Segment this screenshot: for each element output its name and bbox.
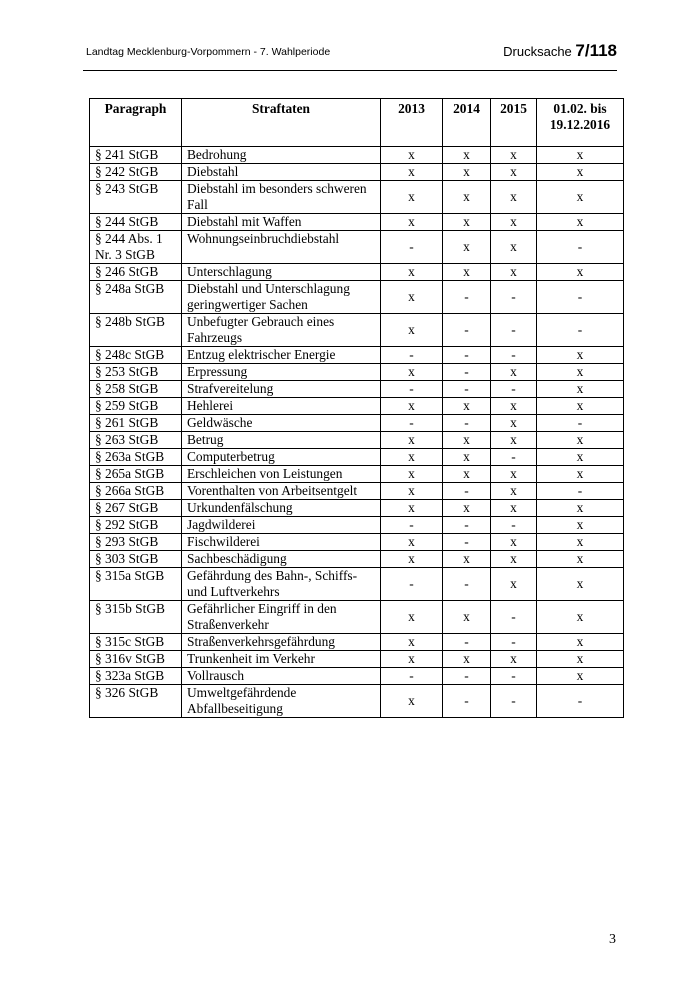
offense-cell: Entzug elektrischer Energie [182, 347, 381, 364]
mark-2014-cell: x [443, 601, 491, 634]
column-header-2016-period: 01.02. bis 19.12.2016 [537, 99, 624, 147]
paragraph-cell: § 323a StGB [90, 668, 182, 685]
mark-2013-cell: x [381, 601, 443, 634]
mark-2014-cell: x [443, 264, 491, 281]
mark-2016-cell: x [537, 466, 624, 483]
paragraph-cell: § 248a StGB [90, 281, 182, 314]
paragraph-cell: § 263a StGB [90, 449, 182, 466]
mark-2013-cell: x [381, 398, 443, 415]
table-row [90, 364, 624, 381]
mark-2016-cell: x [537, 534, 624, 551]
mark-2015-cell: x [491, 364, 537, 381]
offense-cell: Strafvereitelung [182, 381, 381, 398]
mark-2013-cell: - [381, 347, 443, 364]
mark-2016-cell: - [537, 483, 624, 500]
mark-2015-cell: - [491, 601, 537, 634]
table-body [90, 147, 624, 718]
mark-2013-cell: x [381, 364, 443, 381]
paragraph-cell: § 315a StGB [90, 568, 182, 601]
offense-cell: Diebstahl [182, 164, 381, 181]
paragraph-cell: § 259 StGB [90, 398, 182, 415]
mark-2015-cell: - [491, 381, 537, 398]
paragraph-cell: § 242 StGB [90, 164, 182, 181]
offense-cell: Gefährlicher Eingriff in den Straßenverkehr [182, 601, 381, 634]
mark-2015-cell: - [491, 281, 537, 314]
mark-2016-cell: x [537, 214, 624, 231]
mark-2014-cell: x [443, 164, 491, 181]
offense-cell: Erschleichen von Leistungen [182, 466, 381, 483]
mark-2013-cell: x [381, 466, 443, 483]
table-row [90, 551, 624, 568]
table-row [90, 534, 624, 551]
printed-matter-label: Drucksache [503, 44, 576, 59]
mark-2015-cell: x [491, 398, 537, 415]
mark-2013-cell: x [381, 634, 443, 651]
paragraph-cell: § 263 StGB [90, 432, 182, 449]
paragraph-cell: § 292 StGB [90, 517, 182, 534]
table-row [90, 314, 624, 347]
mark-2013-cell: - [381, 381, 443, 398]
table-row [90, 449, 624, 466]
mark-2013-cell: - [381, 415, 443, 432]
mark-2016-cell: x [537, 551, 624, 568]
table-row [90, 601, 624, 634]
offense-cell: Computerbetrug [182, 449, 381, 466]
mark-2015-cell: x [491, 500, 537, 517]
offense-cell: Trunkenheit im Verkehr [182, 651, 381, 668]
paragraph-cell: § 258 StGB [90, 381, 182, 398]
mark-2013-cell: x [381, 264, 443, 281]
mark-2014-cell: - [443, 568, 491, 601]
mark-2015-cell: x [491, 551, 537, 568]
mark-2014-cell: - [443, 347, 491, 364]
table-row [90, 685, 624, 718]
column-header-paragraph: Paragraph [90, 99, 182, 147]
offense-cell: Vorenthalten von Arbeitsentgelt [182, 483, 381, 500]
mark-2014-cell: x [443, 181, 491, 214]
table-row [90, 147, 624, 164]
paragraph-cell: § 267 StGB [90, 500, 182, 517]
mark-2016-cell: x [537, 181, 624, 214]
mark-2013-cell: x [381, 500, 443, 517]
offense-cell: Wohnungseinbruchdiebstahl [182, 231, 381, 264]
mark-2014-cell: x [443, 147, 491, 164]
table-row [90, 634, 624, 651]
page-number: 3 [609, 932, 616, 947]
paragraph-cell: § 248b StGB [90, 314, 182, 347]
mark-2013-cell: x [381, 449, 443, 466]
mark-2015-cell: - [491, 314, 537, 347]
table-row [90, 264, 624, 281]
mark-2015-cell: x [491, 415, 537, 432]
mark-2013-cell: x [381, 314, 443, 347]
table-row [90, 668, 624, 685]
mark-2013-cell: x [381, 281, 443, 314]
offense-cell: Diebstahl und Unterschlagung geringwertiger Sachen [182, 281, 381, 314]
mark-2015-cell: x [491, 651, 537, 668]
offense-cell: Diebstahl mit Waffen [182, 214, 381, 231]
table-row [90, 432, 624, 449]
paragraph-cell: § 293 StGB [90, 534, 182, 551]
mark-2015-cell: x [491, 147, 537, 164]
mark-2014-cell: x [443, 651, 491, 668]
mark-2015-cell: x [491, 568, 537, 601]
mark-2014-cell: x [443, 214, 491, 231]
mark-2013-cell: - [381, 668, 443, 685]
printed-matter-number: 7/118 [575, 41, 617, 60]
column-header-2015: 2015 [491, 99, 537, 147]
paragraph-cell: § 253 StGB [90, 364, 182, 381]
offense-cell: Fischwilderei [182, 534, 381, 551]
mark-2014-cell: - [443, 364, 491, 381]
mark-2014-cell: - [443, 534, 491, 551]
mark-2013-cell: x [381, 551, 443, 568]
table-row [90, 381, 624, 398]
mark-2015-cell: x [491, 432, 537, 449]
paragraph-cell: § 315c StGB [90, 634, 182, 651]
table-row [90, 214, 624, 231]
table-row [90, 415, 624, 432]
mark-2016-cell: x [537, 634, 624, 651]
mark-2016-cell: x [537, 147, 624, 164]
table-row [90, 500, 624, 517]
mark-2015-cell: - [491, 449, 537, 466]
mark-2016-cell: x [537, 164, 624, 181]
table-row [90, 568, 624, 601]
offense-cell: Unterschlagung [182, 264, 381, 281]
mark-2013-cell: x [381, 534, 443, 551]
mark-2013-cell: x [381, 685, 443, 718]
mark-2013-cell: - [381, 517, 443, 534]
mark-2014-cell: x [443, 449, 491, 466]
mark-2014-cell: - [443, 685, 491, 718]
offense-cell: Sachbeschädigung [182, 551, 381, 568]
paragraph-cell: § 248c StGB [90, 347, 182, 364]
mark-2014-cell: x [443, 466, 491, 483]
mark-2013-cell: x [381, 483, 443, 500]
mark-2015-cell: - [491, 634, 537, 651]
mark-2014-cell: x [443, 551, 491, 568]
mark-2014-cell: x [443, 500, 491, 517]
offense-cell: Erpressung [182, 364, 381, 381]
mark-2015-cell: - [491, 685, 537, 718]
column-header-2013: 2013 [381, 99, 443, 147]
mark-2016-cell: x [537, 364, 624, 381]
mark-2016-cell: x [537, 347, 624, 364]
mark-2013-cell: x [381, 432, 443, 449]
mark-2016-cell: x [537, 381, 624, 398]
table-row [90, 281, 624, 314]
table-row [90, 483, 624, 500]
paragraph-cell: § 315b StGB [90, 601, 182, 634]
mark-2015-cell: - [491, 517, 537, 534]
offense-cell: Betrug [182, 432, 381, 449]
mark-2016-cell: x [537, 668, 624, 685]
paragraph-cell: § 243 StGB [90, 181, 182, 214]
paragraph-cell: § 244 StGB [90, 214, 182, 231]
mark-2016-cell: - [537, 314, 624, 347]
paragraph-cell: § 303 StGB [90, 551, 182, 568]
printed-matter-reference [503, 41, 617, 61]
mark-2013-cell: x [381, 214, 443, 231]
offense-cell: Unbefugter Gebrauch eines Fahrzeugs [182, 314, 381, 347]
mark-2016-cell: x [537, 449, 624, 466]
mark-2016-cell: x [537, 432, 624, 449]
mark-2013-cell: - [381, 231, 443, 264]
mark-2016-cell: x [537, 568, 624, 601]
table-row [90, 466, 624, 483]
offense-cell: Gefährdung des Bahn-, Schiffs- und Luftverkehrs [182, 568, 381, 601]
mark-2016-cell: - [537, 685, 624, 718]
mark-2016-cell: x [537, 601, 624, 634]
mark-2015-cell: - [491, 347, 537, 364]
mark-2013-cell: - [381, 568, 443, 601]
paragraph-cell: § 261 StGB [90, 415, 182, 432]
mark-2016-cell: - [537, 231, 624, 264]
mark-2013-cell: x [381, 164, 443, 181]
mark-2014-cell: - [443, 668, 491, 685]
table-row [90, 181, 624, 214]
paragraph-cell: § 326 StGB [90, 685, 182, 718]
mark-2014-cell: - [443, 517, 491, 534]
mark-2014-cell: - [443, 483, 491, 500]
table-row [90, 164, 624, 181]
mark-2015-cell: x [491, 181, 537, 214]
page-header [83, 34, 617, 71]
mark-2013-cell: x [381, 651, 443, 668]
offenses-table [89, 98, 624, 718]
mark-2015-cell: x [491, 164, 537, 181]
table-row [90, 651, 624, 668]
mark-2014-cell: x [443, 231, 491, 264]
mark-2015-cell: x [491, 214, 537, 231]
offense-cell: Diebstahl im besonders schweren Fall [182, 181, 381, 214]
mark-2014-cell: - [443, 415, 491, 432]
mark-2016-cell: x [537, 651, 624, 668]
table-row [90, 347, 624, 364]
mark-2016-cell: x [537, 264, 624, 281]
offense-cell: Vollrausch [182, 668, 381, 685]
mark-2016-cell: - [537, 415, 624, 432]
paragraph-cell: § 266a StGB [90, 483, 182, 500]
table-row [90, 231, 624, 264]
mark-2014-cell: - [443, 381, 491, 398]
column-header-2014: 2014 [443, 99, 491, 147]
table-row [90, 517, 624, 534]
paragraph-cell: § 241 StGB [90, 147, 182, 164]
parliament-period-label: Landtag Mecklenburg-Vorpommern - 7. Wahlperiode [86, 46, 331, 58]
mark-2015-cell: x [491, 466, 537, 483]
paragraph-cell: § 265a StGB [90, 466, 182, 483]
mark-2013-cell: x [381, 181, 443, 214]
offense-cell: Straßenverkehrsgefährdung [182, 634, 381, 651]
mark-2015-cell: x [491, 264, 537, 281]
mark-2015-cell: x [491, 534, 537, 551]
offense-cell: Geldwäsche [182, 415, 381, 432]
mark-2016-cell: x [537, 500, 624, 517]
mark-2014-cell: - [443, 314, 491, 347]
offense-cell: Hehlerei [182, 398, 381, 415]
mark-2015-cell: x [491, 483, 537, 500]
mark-2016-cell: x [537, 398, 624, 415]
mark-2015-cell: x [491, 231, 537, 264]
offense-cell: Jagdwilderei [182, 517, 381, 534]
mark-2015-cell: - [491, 668, 537, 685]
mark-2014-cell: x [443, 432, 491, 449]
table-header-row [90, 99, 624, 147]
paragraph-cell: § 316v StGB [90, 651, 182, 668]
offense-cell: Umweltgefährdende Abfallbeseitigung [182, 685, 381, 718]
mark-2014-cell: x [443, 398, 491, 415]
mark-2016-cell: x [537, 517, 624, 534]
offense-cell: Bedrohung [182, 147, 381, 164]
table-row [90, 398, 624, 415]
column-header-offenses: Straftaten [182, 99, 381, 147]
mark-2013-cell: x [381, 147, 443, 164]
offense-cell: Urkundenfälschung [182, 500, 381, 517]
mark-2014-cell: - [443, 634, 491, 651]
mark-2016-cell: - [537, 281, 624, 314]
mark-2014-cell: - [443, 281, 491, 314]
paragraph-cell: § 246 StGB [90, 264, 182, 281]
paragraph-cell: § 244 Abs. 1 Nr. 3 StGB [90, 231, 182, 264]
